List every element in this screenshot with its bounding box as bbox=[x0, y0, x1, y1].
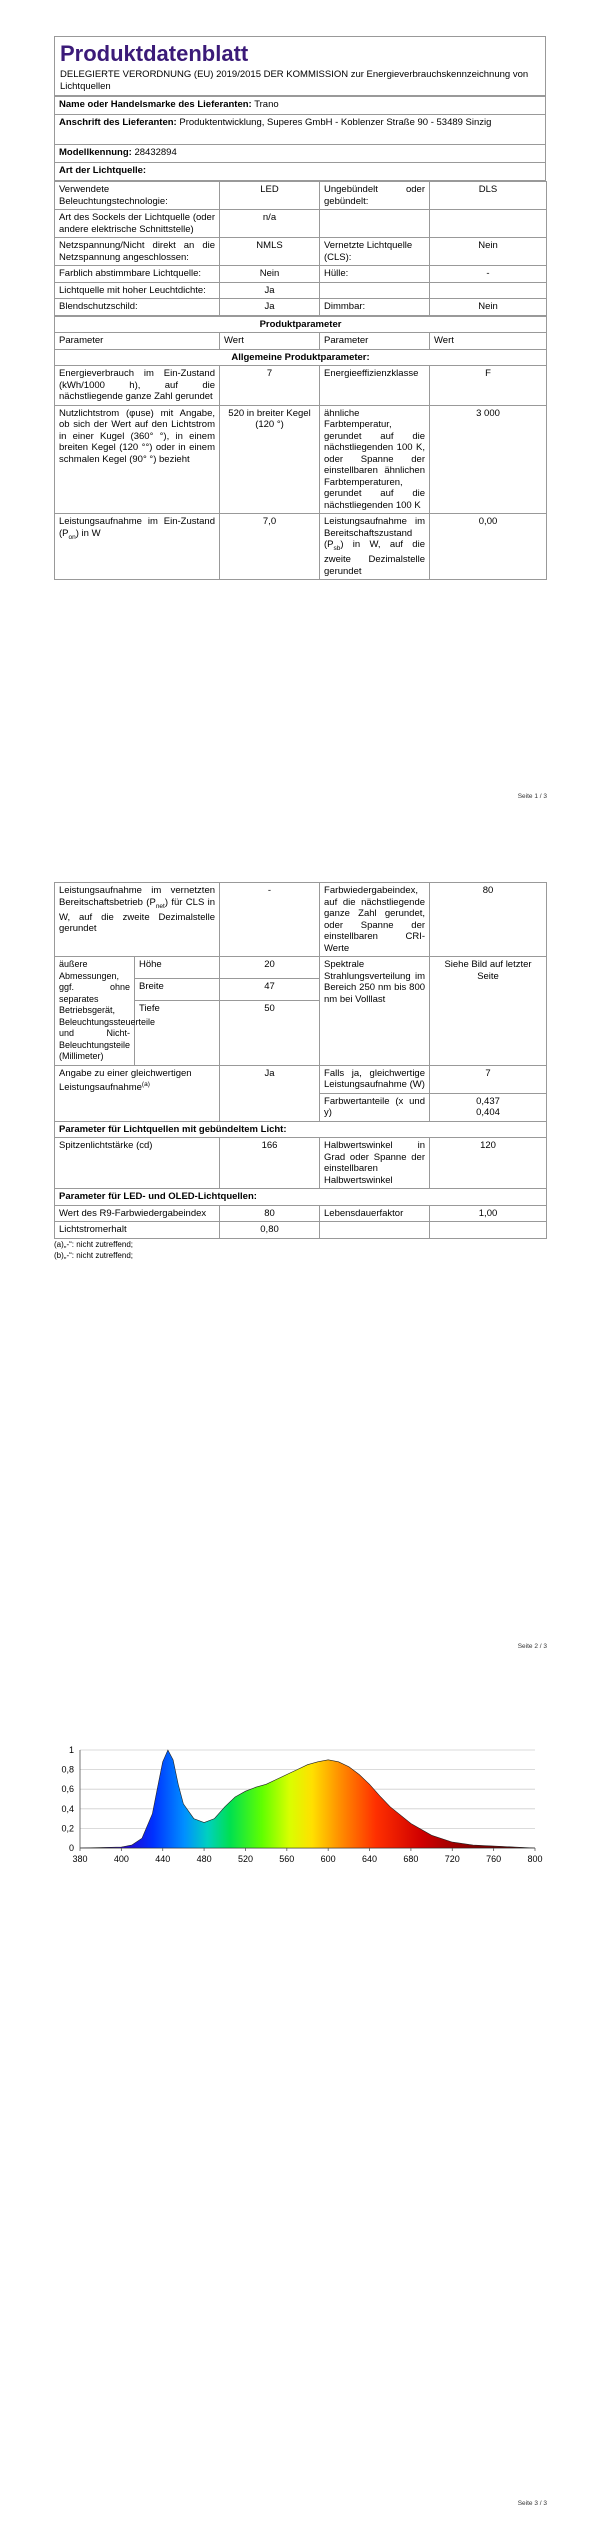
footnote-b: (b)„-“: nicht zutreffend; bbox=[54, 1250, 133, 1260]
page-title: Produktdatenblatt bbox=[60, 41, 249, 66]
x-tick-label: 760 bbox=[486, 1854, 502, 1864]
light-source-type-heading: Art der Lichtquelle: bbox=[55, 163, 546, 181]
y-tick-label: 0,6 bbox=[61, 1784, 74, 1795]
table-row bbox=[55, 182, 547, 210]
table-row bbox=[55, 210, 547, 238]
param-label: Wert des R9-Farbwiedergabeindex bbox=[55, 1205, 220, 1222]
table-row bbox=[55, 299, 547, 316]
regulation-subtitle: DELEGIERTE VERORDNUNG (EU) 2019/2015 DER KOMMISSION zur Energieverbrauchskennzeichnung von Lichtquellen bbox=[60, 69, 529, 92]
product-params-table bbox=[54, 316, 547, 581]
table-row bbox=[55, 366, 547, 406]
param-label: ähnliche Farbtemperatur, gerundet auf die nächstliegenden 100 K, oder Spanne der einstellbaren ähnlichen Farbtemperaturen, gerundet auf die nächstliegenden 100 K bbox=[320, 405, 430, 514]
model-row bbox=[55, 145, 546, 163]
type-value: Nein bbox=[220, 266, 320, 283]
footnote-ref: (a) bbox=[141, 1081, 150, 1088]
chroma-values bbox=[430, 1093, 547, 1121]
table-row bbox=[55, 405, 547, 514]
footnote-a: (a)„-“: nicht zutreffend; bbox=[54, 1239, 133, 1249]
chroma-x-value: 0,437 bbox=[476, 1095, 500, 1107]
page-1 bbox=[0, 0, 595, 815]
type-value bbox=[430, 282, 547, 299]
param-label: Leistungsaufnahme im vernetzten Bereitschaftsbetrieb $(P_{net})$ für CLS in W, auf die zweite Dezimalstelle gerundet bbox=[55, 883, 220, 957]
type-label: Netzspannung/Nicht direkt an die Netzspannung angeschlossen: bbox=[55, 238, 220, 266]
table-row bbox=[55, 514, 547, 580]
dim-value: 50 bbox=[220, 1000, 320, 1065]
general-params-heading: Allgemeine Produktparameter: bbox=[55, 349, 547, 366]
param-label: Spektrale Strahlungsverteilung im Bereich 250 nm bis 800 nm bei Volllast bbox=[320, 957, 430, 1066]
param-label: Leistungsaufnahme im Bereitschaftszustand $(P_{sb})$ in W, auf die zweite Dezimalstelle gerundet bbox=[320, 514, 430, 580]
param-value: 80 bbox=[220, 1205, 320, 1222]
param-value: Ja bbox=[220, 1065, 320, 1121]
y-tick-label: 0,2 bbox=[61, 1823, 74, 1834]
y-tick-label: 0,8 bbox=[61, 1764, 74, 1775]
type-value: NMLS bbox=[220, 238, 320, 266]
led-heading: Parameter für LED- und OLED-Lichtquellen: bbox=[55, 1189, 547, 1206]
column-header-row bbox=[55, 333, 547, 350]
table-row bbox=[55, 266, 547, 283]
dim-value: 20 bbox=[220, 957, 320, 979]
page-3 bbox=[0, 1700, 595, 2523]
supplier-address-label: Anschrift des Lieferanten: bbox=[59, 117, 177, 128]
table-row bbox=[55, 1138, 547, 1189]
spectral-distribution-chart bbox=[0, 1740, 595, 1880]
param-value: - bbox=[220, 883, 320, 957]
param-value: 120 bbox=[430, 1138, 547, 1189]
empty-cell bbox=[430, 1222, 547, 1239]
directional-heading: Parameter für Lichtquellen mit gebündeltem Licht: bbox=[55, 1121, 547, 1138]
x-tick-label: 400 bbox=[113, 1854, 129, 1864]
param-value: 80 bbox=[430, 883, 547, 957]
type-label: Hülle: bbox=[320, 266, 430, 283]
x-tick-label: 680 bbox=[403, 1854, 419, 1864]
param-label: Energieverbrauch im Ein-Zustand (kWh/1000 h), auf die nächstliegende ganze Zahl gerundet bbox=[55, 366, 220, 406]
dim-label: Tiefe bbox=[135, 1000, 220, 1065]
x-tick-label: 640 bbox=[362, 1854, 378, 1864]
chroma-y-value: 0,404 bbox=[476, 1107, 500, 1118]
dim-label: Breite bbox=[135, 978, 220, 1000]
supplier-address-row bbox=[55, 115, 546, 145]
param-value: 1,00 bbox=[430, 1205, 547, 1222]
x-tick-label: 720 bbox=[444, 1854, 460, 1864]
datasheet-page-1 bbox=[54, 36, 546, 580]
type-label: Dimmbar: bbox=[320, 299, 430, 316]
datasheet-page-2 bbox=[54, 882, 546, 1261]
type-table bbox=[54, 181, 547, 316]
param-value: 0,80 bbox=[220, 1222, 320, 1239]
x-tick-label: 380 bbox=[72, 1854, 88, 1864]
page-number: Seite 2 / 3 bbox=[517, 1643, 547, 1650]
y-tick-label: 1 bbox=[68, 1745, 74, 1755]
col-value-header: Wert bbox=[430, 333, 547, 350]
col-param-header: Parameter bbox=[320, 333, 430, 350]
dim-label: Höhe bbox=[135, 957, 220, 979]
x-tick-label: 560 bbox=[279, 1854, 295, 1864]
type-label: Art des Sockels der Lichtquelle (oder andere elektrische Schnittstelle) bbox=[55, 210, 220, 238]
type-label bbox=[320, 282, 430, 299]
type-label bbox=[320, 210, 430, 238]
header-box bbox=[54, 36, 546, 96]
y-tick-label: 0,4 bbox=[61, 1803, 74, 1814]
supplier-name-row bbox=[55, 97, 546, 115]
param-label: Falls ja, gleichwertige Leistungsaufnahme (W) bbox=[320, 1065, 430, 1093]
x-tick-label: 520 bbox=[237, 1854, 253, 1864]
type-label: Lichtquelle mit hoher Leuchtdichte: bbox=[55, 282, 220, 299]
supplier-name-value: Trano bbox=[254, 99, 279, 110]
param-label: Leistungsaufnahme im Ein-Zustand $(P_{on})$ in W bbox=[55, 514, 220, 580]
type-value bbox=[430, 210, 547, 238]
param-value: 0,00 bbox=[430, 514, 547, 580]
type-value: Ja bbox=[220, 299, 320, 316]
equiv-label: Angabe zu einer gleichwertigen Leistungsaufnahme bbox=[59, 1067, 192, 1094]
x-tick-label: 800 bbox=[527, 1854, 543, 1864]
type-value: DLS bbox=[430, 182, 547, 210]
param-label: Farbwertanteile (x und y) bbox=[320, 1093, 430, 1121]
dim-value: 47 bbox=[220, 978, 320, 1000]
col-value-header: Wert bbox=[220, 333, 320, 350]
param-label: Farbwiedergabeindex, auf die nächstliegende ganze Zahl gerundet, oder Spanne der einstellbaren CRI-Werte bbox=[320, 883, 430, 957]
param-value: 520 in breiter Kegel (120 °) bbox=[220, 405, 320, 514]
param-value: F bbox=[430, 366, 547, 406]
type-label: Ungebündelt oder gebündelt: bbox=[320, 182, 430, 210]
param-value: 7,0 bbox=[220, 514, 320, 580]
spectrum-area bbox=[80, 1750, 535, 1848]
table-row bbox=[55, 282, 547, 299]
type-value: LED bbox=[220, 182, 320, 210]
param-value: 7 bbox=[220, 366, 320, 406]
param-label: Halbwertswinkel in Grad oder Spanne der einstellbaren Halbwertswinkel bbox=[320, 1138, 430, 1189]
param-label-equiv bbox=[55, 1065, 220, 1121]
param-label: Nutzlichtstrom (φuse) mit Angabe, ob sich der Wert auf den Lichtstrom in einer Kugel (360° °), in einem breiten Kegel (120 °°) oder in einem schmalen Kegel (90° °) bezieht bbox=[55, 405, 220, 514]
type-value: Nein bbox=[430, 238, 547, 266]
type-label: Farblich abstimmbare Lichtquelle: bbox=[55, 266, 220, 283]
col-param-header: Parameter bbox=[55, 333, 220, 350]
x-tick-label: 480 bbox=[196, 1854, 212, 1864]
supplier-name-label: Name oder Handelsmarke des Lieferanten: bbox=[59, 99, 252, 110]
param-label: Lebensdauerfaktor bbox=[320, 1205, 430, 1222]
param-label: Spitzenlichtstärke (cd) bbox=[55, 1138, 220, 1189]
type-value: Nein bbox=[430, 299, 547, 316]
table-row bbox=[55, 1205, 547, 1222]
type-value: - bbox=[430, 266, 547, 283]
table-row bbox=[55, 957, 547, 979]
page-number: Seite 1 / 3 bbox=[517, 793, 547, 800]
product-params-heading: Produktparameter bbox=[55, 316, 547, 333]
param-label: Energieeffizienzklasse bbox=[320, 366, 430, 406]
params-table-page-2 bbox=[54, 882, 547, 1239]
type-value: n/a bbox=[220, 210, 320, 238]
type-label: Blendschutzschild: bbox=[55, 299, 220, 316]
page-number: Seite 3 / 3 bbox=[517, 2500, 547, 2507]
table-row bbox=[55, 883, 547, 957]
param-label: Lichtstromerhalt bbox=[55, 1222, 220, 1239]
model-label: Modellkennung: bbox=[59, 147, 132, 158]
page-2 bbox=[0, 870, 595, 1690]
param-value: 3 000 bbox=[430, 405, 547, 514]
param-value: Siehe Bild auf letzter Seite bbox=[430, 957, 547, 1066]
supplier-table bbox=[54, 96, 546, 181]
empty-cell bbox=[320, 1222, 430, 1239]
table-row bbox=[55, 238, 547, 266]
y-tick-label: 0 bbox=[68, 1843, 74, 1853]
type-label: Verwendete Beleuchtungstechnologie: bbox=[55, 182, 220, 210]
x-tick-label: 600 bbox=[320, 1854, 336, 1864]
param-label: äußere Abmessungen, ggf. ohne separates Betriebsgerät, Beleuchtungssteuerteile und Nicht-Beleuchtungsteile (Millimeter) bbox=[55, 957, 135, 1066]
model-value: 28432894 bbox=[134, 147, 177, 158]
x-tick-label: 440 bbox=[155, 1854, 171, 1864]
param-value: 7 bbox=[430, 1065, 547, 1093]
table-row bbox=[55, 1222, 547, 1239]
type-label: Vernetzte Lichtquelle (CLS): bbox=[320, 238, 430, 266]
table-row bbox=[55, 1065, 547, 1093]
param-value: 166 bbox=[220, 1138, 320, 1189]
supplier-address-value: Produktentwicklung, Superes GmbH - Koblenzer Straße 90 - 53489 Sinzig bbox=[179, 117, 492, 128]
type-value: Ja bbox=[220, 282, 320, 299]
